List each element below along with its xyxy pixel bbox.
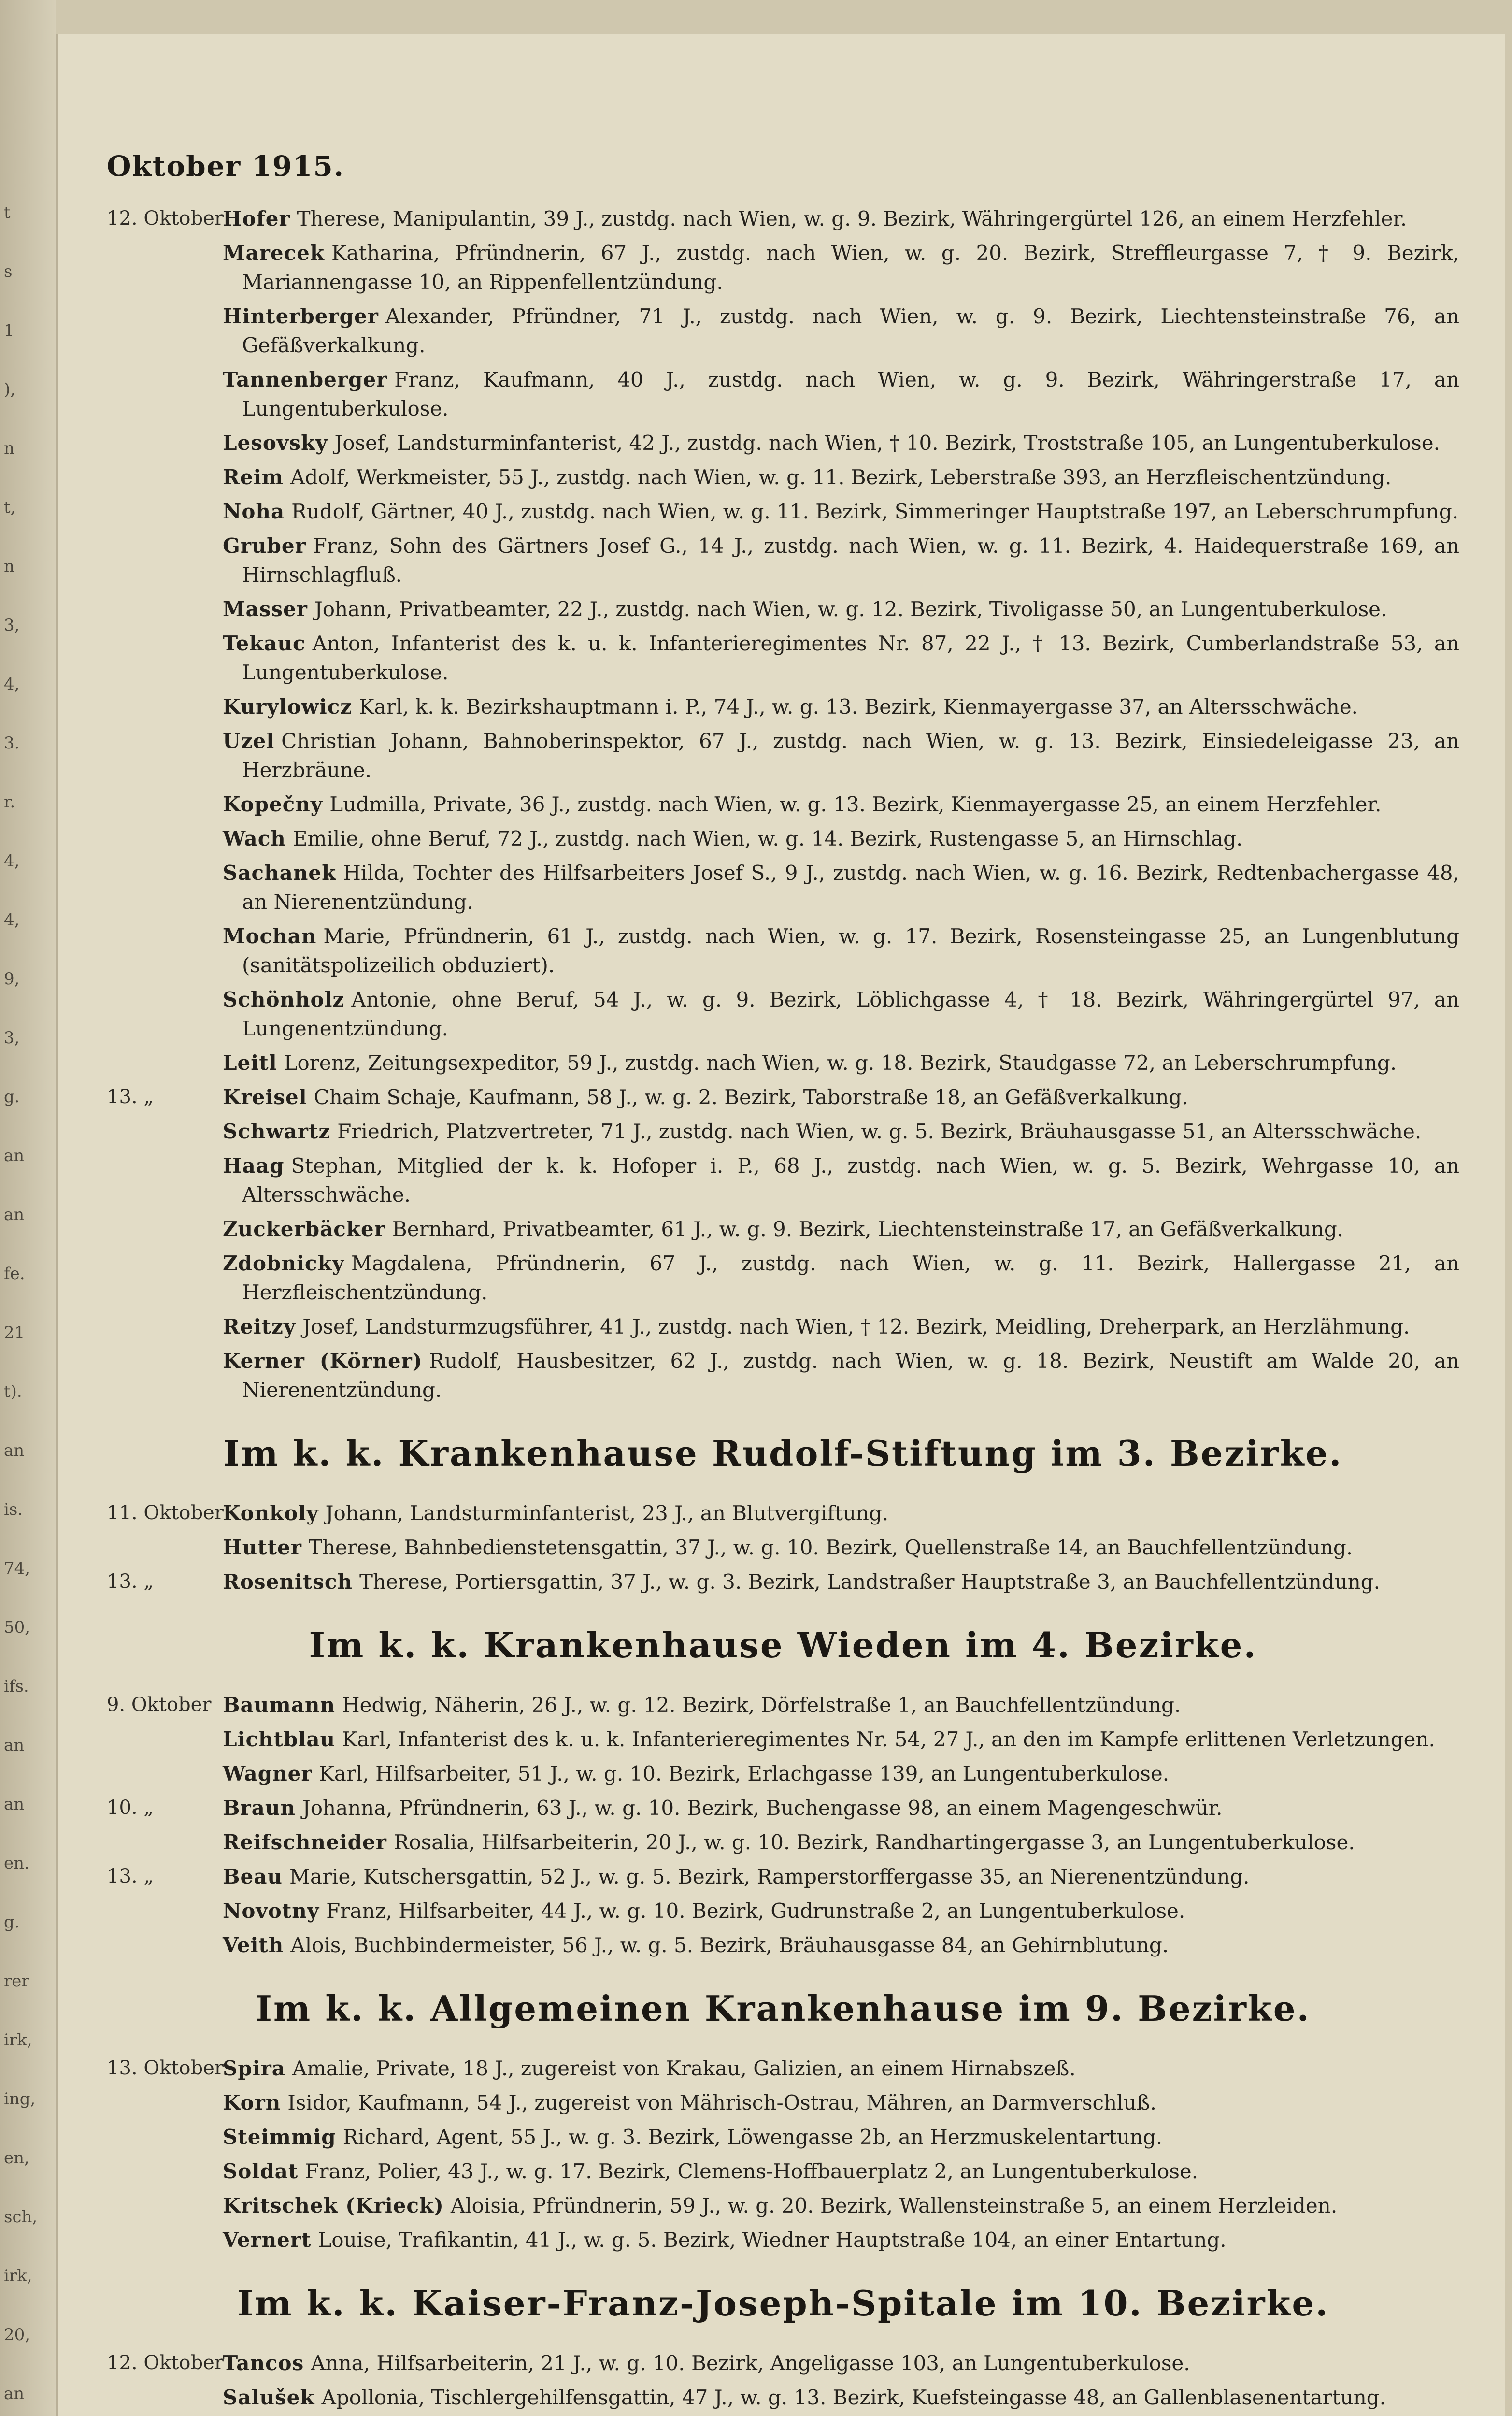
register-entry xyxy=(107,532,1459,590)
entry-surname: Korn xyxy=(223,2091,281,2114)
entry-body xyxy=(223,429,1459,458)
entry-date: 11. Oktober xyxy=(107,1502,224,1524)
register-entry xyxy=(107,1499,1459,1528)
register-entry xyxy=(107,1083,1459,1112)
register-entry xyxy=(107,1759,1459,1788)
entry-date xyxy=(107,2157,223,2186)
register-entry xyxy=(107,2191,1459,2220)
margin-fragment: 20, xyxy=(4,2325,30,2344)
margin-fragment: irk, xyxy=(4,2030,32,2050)
entry-text: Richard, Agent, 55 J., w. g. 3. Bezirk, Löwengasse 2b, an Herzmuskelentartung. xyxy=(342,2125,1163,2149)
entry-date xyxy=(107,463,223,492)
entry-text: Franz, Kaufmann, 40 J., zustdg. nach Wien, w. g. 9. Bezirk, Währingerstraße 17, an Lungentuberkulose. xyxy=(242,368,1459,420)
margin-fragment: fe. xyxy=(4,1264,25,1283)
margin-fragment: an xyxy=(4,1736,25,1755)
entry-body xyxy=(223,1249,1459,1307)
register-entry xyxy=(107,1533,1459,1562)
entry-surname: Gruber xyxy=(223,534,306,558)
register-entry xyxy=(107,824,1459,853)
entry-surname: Braun xyxy=(223,1796,296,1820)
margin-fragment: n xyxy=(4,557,14,576)
margin-fragment: sch, xyxy=(4,2207,38,2227)
entry-date xyxy=(107,1312,223,1341)
entry-surname: Vernert xyxy=(223,2228,312,2252)
entry-surname: Schwartz xyxy=(223,1120,331,1143)
margin-fragment: an xyxy=(4,2384,25,2403)
margin-fragment: r. xyxy=(4,792,15,812)
entry-text: Franz, Polier, 43 J., w. g. 17. Bezirk, Clemens-Hoffbauerplatz 2, an Lungentuberkulose. xyxy=(305,2159,1198,2183)
entry-surname: Zdobnicky xyxy=(223,1251,344,1275)
entry-date xyxy=(107,692,223,721)
register-entry xyxy=(107,985,1459,1043)
entry-text: Rudolf, Hausbesitzer, 62 J., zustdg. nach Wien, w. g. 18. Bezirk, Neustift am Walde 20, an Nierenentzündung. xyxy=(242,1349,1459,1402)
margin-fragment: an xyxy=(4,1146,25,1165)
entry-body xyxy=(223,1533,1459,1562)
entry-date xyxy=(107,790,223,819)
entry-text: Aloisia, Pfründnerin, 59 J., w. g. 20. Bezirk, Wallensteinstraße 5, an einem Herzleiden. xyxy=(450,2194,1338,2217)
entry-text: Therese, Bahnbedienstetensgattin, 37 J., w. g. 10. Bezirk, Quellenstraße 14, an Bauchfellentzündung. xyxy=(308,1536,1353,1559)
register-entry xyxy=(107,1725,1459,1754)
entry-body xyxy=(223,629,1459,687)
entry-body xyxy=(223,2226,1459,2255)
entry-date xyxy=(107,1347,223,1405)
margin-fragment: is. xyxy=(4,1500,23,1519)
entry-date xyxy=(107,1117,223,1146)
entry-date xyxy=(107,1151,223,1209)
entry-surname: Tancos xyxy=(223,2351,304,2375)
margin-fragment: ifs. xyxy=(4,1677,29,1696)
entry-date: 10. „ xyxy=(107,1797,154,1819)
entry-date xyxy=(107,302,223,360)
entry-body xyxy=(223,2157,1459,2186)
register-entry xyxy=(107,497,1459,526)
entry-text: Ludmilla, Private, 36 J., zustdg. nach Wien, w. g. 13. Bezirk, Kienmayergasse 25, an einem Herzfehler. xyxy=(329,792,1382,816)
entry-date xyxy=(107,1897,223,1926)
entry-surname: Hutter xyxy=(223,1536,302,1559)
adjacent-page-margin xyxy=(0,0,56,2416)
margin-fragment: g. xyxy=(4,1087,20,1107)
document-page xyxy=(56,34,1505,2416)
entry-surname: Reifschneider xyxy=(223,1830,387,1854)
entry-body xyxy=(223,2054,1459,2083)
page-content xyxy=(107,150,1459,2416)
entry-date xyxy=(107,727,223,785)
entry-text: Franz, Hilfsarbeiter, 44 J., w. g. 10. Bezirk, Gudrunstraße 2, an Lungentuberkulose. xyxy=(326,1899,1185,1923)
entry-date xyxy=(107,922,223,980)
register-entry xyxy=(107,1347,1459,1405)
entry-surname: Novotny xyxy=(223,1899,320,1923)
register-entry xyxy=(107,1117,1459,1146)
entry-text: Chaim Schaje, Kaufmann, 58 J., w. g. 2. Bezirk, Taborstraße 18, an Gefäßverkalkung. xyxy=(314,1085,1188,1109)
entry-surname: Hinterberger xyxy=(223,304,379,328)
entry-text: Amalie, Private, 18 J., zugereist von Krakau, Galizien, an einem Hirnabszeß. xyxy=(292,2056,1076,2080)
register-entry xyxy=(107,790,1459,819)
entry-body xyxy=(223,1347,1459,1405)
entry-body xyxy=(223,2383,1459,2412)
register-entry xyxy=(107,1215,1459,1244)
margin-fragment: ), xyxy=(4,380,16,399)
entry-text: Bernhard, Privatbeamter, 61 J., w. g. 9. Bezirk, Liechtensteinstraße 17, an Gefäßverkalkung. xyxy=(392,1217,1344,1241)
section-title: Im k. k. Allgemeinen Krankenhause im 9. Bezirke. xyxy=(256,1988,1311,2029)
entry-surname: Marecek xyxy=(223,241,325,265)
margin-fragment: en. xyxy=(4,1854,29,1873)
entry-date: 13. „ xyxy=(107,1865,154,1887)
register-entry xyxy=(107,365,1459,423)
margin-fragment: 9, xyxy=(4,969,20,989)
entry-body xyxy=(223,1117,1459,1146)
entry-date xyxy=(107,365,223,423)
entry-text: Karl, k. k. Bezirkshauptmann i. P., 74 J., w. g. 13. Bezirk, Kienmayergasse 37, an Altersschwäche. xyxy=(359,695,1358,719)
register-entry xyxy=(107,2226,1459,2255)
entry-text: Apollonia, Tischlergehilfensgattin, 47 J., w. g. 13. Bezirk, Kuefsteingasse 48, an Gallenblasenentartung. xyxy=(321,2386,1386,2409)
entry-text: Karl, Infanterist des k. u. k. Infanterieregimentes Nr. 54, 27 J., an den im Kampfe erlittenen Verletzungen. xyxy=(342,1727,1435,1751)
entry-date xyxy=(107,429,223,458)
entry-surname: Mochan xyxy=(223,924,317,948)
margin-fragment: g. xyxy=(4,1913,20,1932)
margin-fragment: 3, xyxy=(4,1028,20,1048)
entry-date: 13. Oktober xyxy=(107,2057,224,2079)
register-entry xyxy=(107,2349,1459,2378)
entry-body xyxy=(223,1931,1459,1960)
entry-body xyxy=(223,1759,1459,1788)
entry-body xyxy=(223,239,1459,297)
entry-text: Anna, Hilfsarbeiterin, 21 J., w. g. 10. Bezirk, Angeligasse 103, an Lungentuberkulose. xyxy=(311,2351,1190,2375)
margin-fragment: 4, xyxy=(4,851,20,871)
entry-date: 12. Oktober xyxy=(107,2352,224,2374)
entry-text: Lorenz, Zeitungsexpeditor, 59 J., zustdg. nach Wien, w. g. 18. Bezirk, Staudgasse 72, an Leberschrumpfung. xyxy=(284,1051,1397,1075)
entry-surname: Uzel xyxy=(223,729,275,753)
entry-text: Anton, Infanterist des k. u. k. Infanterieregimentes Nr. 87, 22 J., † 13. Bezirk, Cumberlandstraße 53, an Lungentuberkulose. xyxy=(242,632,1459,684)
entry-body xyxy=(223,2123,1459,2152)
entry-date xyxy=(107,1249,223,1307)
register-entry xyxy=(107,922,1459,980)
entry-surname: Rosenitsch xyxy=(223,1570,353,1594)
entry-surname: Haag xyxy=(223,1154,285,1178)
register-entry xyxy=(107,1151,1459,1209)
entry-body xyxy=(223,497,1459,526)
entry-body xyxy=(223,1151,1459,1209)
entry-body xyxy=(223,204,1459,233)
page-header: Oktober 1915. xyxy=(107,150,345,183)
entry-body xyxy=(223,1794,1459,1823)
entry-body xyxy=(223,532,1459,590)
entry-text: Antonie, ohne Beruf, 54 J., w. g. 9. Bezirk, Löblichgasse 4, † 18. Bezirk, Währingergürtel 97, an Lungenentzündung. xyxy=(242,988,1459,1040)
entry-body xyxy=(223,302,1459,360)
entry-surname: Hofer xyxy=(223,207,290,230)
entry-date xyxy=(107,629,223,687)
register-entry xyxy=(107,1794,1459,1823)
margin-fragment: t xyxy=(4,203,11,222)
register-entry xyxy=(107,1691,1459,1720)
entry-body xyxy=(223,985,1459,1043)
margin-fragment: s xyxy=(4,262,13,281)
entry-body xyxy=(223,1312,1459,1341)
entry-date xyxy=(107,1759,223,1788)
entry-date xyxy=(107,985,223,1043)
entry-surname: Kreisel xyxy=(223,1085,307,1109)
entry-text: Franz, Sohn des Gärtners Josef G., 14 J., zustdg. nach Wien, w. g. 11. Bezirk, 4. Haidequerstraße 169, an Hirnschlagfluß. xyxy=(242,534,1459,587)
register-entry xyxy=(107,727,1459,785)
entry-surname: Kerner (Körner) xyxy=(223,1349,423,1373)
entry-surname: Wach xyxy=(223,827,286,850)
entry-body xyxy=(223,727,1459,785)
register-entry xyxy=(107,2383,1459,2412)
entry-surname: Baumann xyxy=(223,1693,335,1717)
entry-date: 13. „ xyxy=(107,1086,154,1108)
entry-surname: Spira xyxy=(223,2056,285,2080)
register-entry xyxy=(107,1897,1459,1926)
entry-body xyxy=(223,790,1459,819)
margin-fragment: 21 xyxy=(4,1323,25,1342)
entry-text: Katharina, Pfründnerin, 67 J., zustdg. nach Wien, w. g. 20. Bezirk, Streffleurgasse 7, † 9. Bezirk, Mariannengasse 10, an Rippenfellentzündung. xyxy=(242,241,1459,294)
margin-fragment: 50, xyxy=(4,1618,30,1637)
entry-date xyxy=(107,1215,223,1244)
entry-surname: Konkoly xyxy=(223,1501,319,1525)
entry-surname: Beau xyxy=(223,1865,283,1888)
entry-body xyxy=(223,1499,1459,1528)
margin-fragment: 1 xyxy=(4,321,14,340)
entry-body xyxy=(223,1568,1459,1596)
entry-text: Marie, Pfründnerin, 61 J., zustdg. nach Wien, w. g. 17. Bezirk, Rosensteingasse 25, an Lungenblutung (sanitätspolizeilich obduziert). xyxy=(242,924,1459,977)
entry-text: Emilie, ohne Beruf, 72 J., zustdg. nach Wien, w. g. 14. Bezirk, Rustengasse 5, an Hirnschlag. xyxy=(292,827,1243,850)
entry-date xyxy=(107,497,223,526)
entry-text: Louise, Trafikantin, 41 J., w. g. 5. Bezirk, Wiedner Hauptstraße 104, an einer Entartung. xyxy=(318,2228,1227,2252)
entry-body xyxy=(223,922,1459,980)
margin-fragment: en, xyxy=(4,2148,29,2168)
entry-text: Magdalena, Pfründnerin, 67 J., zustdg. nach Wien, w. g. 11. Bezirk, Hallergasse 21, an Herzfleischentzündung. xyxy=(242,1251,1459,1304)
entry-text: Hilda, Tochter des Hilfsarbeiters Josef S., 9 J., zustdg. nach Wien, w. g. 16. Bezirk, Redtenbachergasse 48, an Nierenentzündung. xyxy=(242,861,1459,914)
entry-date xyxy=(107,2088,223,2117)
margin-fragment: an xyxy=(4,1441,25,1460)
entry-surname: Reitzy xyxy=(223,1315,296,1338)
entry-body xyxy=(223,1691,1459,1720)
margin-fragment: irk, xyxy=(4,2266,32,2286)
register-entry xyxy=(107,1049,1459,1078)
entry-text: Johann, Privatbeamter, 22 J., zustdg. nach Wien, w. g. 12. Bezirk, Tivoligasse 50, an Lungentuberkulose. xyxy=(314,597,1387,621)
entry-body xyxy=(223,1897,1459,1926)
entry-date xyxy=(107,2383,223,2412)
entry-date xyxy=(107,239,223,297)
entry-surname: Noha xyxy=(223,500,285,523)
register-entry xyxy=(107,1249,1459,1307)
entry-text: Alois, Buchbindermeister, 56 J., w. g. 5. Bezirk, Bräuhausgasse 84, an Gehirnblutung. xyxy=(290,1933,1169,1957)
register-entry xyxy=(107,1828,1459,1857)
margin-fragment: n xyxy=(4,439,14,458)
register-entry xyxy=(107,1862,1459,1891)
entry-text: Karl, Hilfsarbeiter, 51 J., w. g. 10. Bezirk, Erlachgasse 139, an Lungentuberkulose. xyxy=(319,1762,1170,1785)
margin-fragment: t, xyxy=(4,498,16,517)
margin-fragment: 4, xyxy=(4,910,20,930)
entry-body xyxy=(223,365,1459,423)
entry-surname: Schönholz xyxy=(223,988,345,1011)
entry-text: Christian Johann, Bahnoberinspektor, 67 J., zustdg. nach Wien, w. g. 13. Bezirk, Einsiedeleigasse 23, an Herzbräune. xyxy=(242,729,1459,782)
entry-surname: Kurylowicz xyxy=(223,695,353,719)
margin-fragment: 4, xyxy=(4,675,20,694)
register-entry xyxy=(107,2157,1459,2186)
entry-body xyxy=(223,463,1459,492)
entry-text: Johanna, Pfründnerin, 63 J., w. g. 10. Bezirk, Buchengasse 98, an einem Magengeschwür. xyxy=(302,1796,1223,1820)
margin-fragment: 3, xyxy=(4,616,20,635)
register-entry xyxy=(107,1312,1459,1341)
entry-text: Hedwig, Näherin, 26 J., w. g. 12. Bezirk, Dörfelstraße 1, an Bauchfellentzündung. xyxy=(342,1693,1181,1717)
entry-text: Marie, Kutschersgattin, 52 J., w. g. 5. Bezirk, Ramperstorffergasse 35, an Nierenentzündung. xyxy=(289,1865,1250,1888)
entry-body xyxy=(223,2191,1459,2220)
entry-date xyxy=(107,1533,223,1562)
entry-date: 13. „ xyxy=(107,1570,154,1593)
margin-fragment: an xyxy=(4,1205,25,1224)
entry-body xyxy=(223,1862,1459,1891)
entry-text: Alexander, Pfründner, 71 J., zustdg. nach Wien, w. g. 9. Bezirk, Liechtensteinstraße 76, an Gefäßverkalkung. xyxy=(242,304,1459,357)
register-entry xyxy=(107,2088,1459,2117)
entry-text: Rudolf, Gärtner, 40 J., zustdg. nach Wien, w. g. 11. Bezirk, Simmeringer Hauptstraße 197, an Leberschrumpfung. xyxy=(291,500,1459,523)
entry-surname: Veith xyxy=(223,1933,284,1957)
margin-fragment: 74, xyxy=(4,1559,30,1578)
entry-surname: Lesovsky xyxy=(223,431,328,455)
margin-fragment: ing, xyxy=(4,2089,36,2109)
entry-text: Adolf, Werkmeister, 55 J., zustdg. nach Wien, w. g. 11. Bezirk, Leberstraße 393, an Herzfleischentzündung. xyxy=(290,465,1392,489)
entry-date: 12. Oktober xyxy=(107,207,224,230)
entry-body xyxy=(223,2088,1459,2117)
register-entry xyxy=(107,1568,1459,1596)
entry-body xyxy=(223,1725,1459,1754)
entry-date xyxy=(107,2226,223,2255)
entry-text: Rosalia, Hilfsarbeiterin, 20 J., w. g. 10. Bezirk, Randhartingergasse 3, an Lungentuberkulose. xyxy=(393,1830,1355,1854)
entry-surname: Tannenberger xyxy=(223,368,388,391)
entry-body xyxy=(223,824,1459,853)
entry-text: Johann, Landsturminfanterist, 23 J., an Blutvergiftung. xyxy=(325,1501,889,1525)
entry-text: Friedrich, Platzvertreter, 71 J., zustdg. nach Wien, w. g. 5. Bezirk, Bräuhausgasse 51, an Altersschwäche. xyxy=(337,1120,1422,1143)
register-entry xyxy=(107,629,1459,687)
register-entry xyxy=(107,2054,1459,2083)
entry-surname: Zuckerbäcker xyxy=(223,1217,385,1241)
entry-surname: Masser xyxy=(223,597,308,621)
entry-date xyxy=(107,2123,223,2152)
entry-surname: Sachanek xyxy=(223,861,337,885)
entry-date xyxy=(107,2191,223,2220)
entry-body xyxy=(223,595,1459,624)
entry-date xyxy=(107,595,223,624)
entry-surname: Lichtblau xyxy=(223,1727,336,1751)
section-title: Im k. k. Krankenhause Rudolf-Stiftung im 3. Bezirke. xyxy=(223,1433,1343,1474)
entry-body xyxy=(223,2349,1459,2378)
entry-date xyxy=(107,859,223,917)
entry-surname: Kopečny xyxy=(223,792,323,816)
entry-text: Josef, Landsturmzugsführer, 41 J., zustdg. nach Wien, † 12. Bezirk, Meidling, Dreherpark, an Herzlähmung. xyxy=(302,1315,1410,1338)
register-entry xyxy=(107,302,1459,360)
entry-surname: Wagner xyxy=(223,1762,313,1785)
margin-fragment: 3. xyxy=(4,733,20,753)
section-title: Im k. k. Kaiser-Franz-Joseph-Spitale im 10. Bezirke. xyxy=(237,2283,1329,2324)
death-register xyxy=(107,204,1459,2416)
entry-surname: Reim xyxy=(223,465,284,489)
entry-surname: Soldat xyxy=(223,2159,299,2183)
entry-surname: Kritschek (Krieck) xyxy=(223,2194,444,2217)
register-entry xyxy=(107,692,1459,721)
entry-body xyxy=(223,1215,1459,1244)
register-entry xyxy=(107,204,1459,233)
register-entry xyxy=(107,1931,1459,1960)
register-entry xyxy=(107,463,1459,492)
entry-surname: Steimmig xyxy=(223,2125,336,2149)
register-entry xyxy=(107,429,1459,458)
entry-body xyxy=(223,1049,1459,1078)
register-entry xyxy=(107,2123,1459,2152)
entry-surname: Tekauc xyxy=(223,632,306,655)
entry-date xyxy=(107,1931,223,1960)
register-entry xyxy=(107,859,1459,917)
entry-body xyxy=(223,692,1459,721)
entry-body xyxy=(223,859,1459,917)
margin-fragment: an xyxy=(4,1795,25,1814)
entry-surname: Leitl xyxy=(223,1051,277,1075)
margin-fragment: rer xyxy=(4,1971,29,1991)
section-title: Im k. k. Krankenhause Wieden im 4. Bezirke. xyxy=(309,1625,1257,1666)
entry-text: Therese, Manipulantin, 39 J., zustdg. nach Wien, w. g. 9. Bezirk, Währingergürtel 126, an einem Herzfehler. xyxy=(297,207,1407,230)
entry-date xyxy=(107,532,223,590)
entry-surname: Salušek xyxy=(223,2386,315,2409)
entry-text: Isidor, Kaufmann, 54 J., zugereist von Mährisch-Ostrau, Mähren, an Darmverschluß. xyxy=(287,2091,1156,2114)
entry-body xyxy=(223,1083,1459,1112)
entry-date: 9. Oktober xyxy=(107,1694,212,1716)
register-entry xyxy=(107,239,1459,297)
entry-date xyxy=(107,1049,223,1078)
entry-text: Josef, Landsturminfanterist, 42 J., zustdg. nach Wien, † 10. Bezirk, Troststraße 105, an Lungentuberkulose. xyxy=(334,431,1440,455)
entry-body xyxy=(223,1828,1459,1857)
margin-fragment: t). xyxy=(4,1382,22,1401)
entry-text: Therese, Portiersgattin, 37 J., w. g. 3. Bezirk, Landstraßer Hauptstraße 3, an Bauchfellentzündung. xyxy=(359,1570,1381,1594)
register-entry xyxy=(107,595,1459,624)
entry-date xyxy=(107,824,223,853)
entry-text: Stephan, Mitglied der k. k. Hofoper i. P., 68 J., zustdg. nach Wien, w. g. 5. Bezirk, Wehrgasse 10, an Altersschwäche. xyxy=(242,1154,1459,1207)
entry-date xyxy=(107,1725,223,1754)
entry-date xyxy=(107,1828,223,1857)
